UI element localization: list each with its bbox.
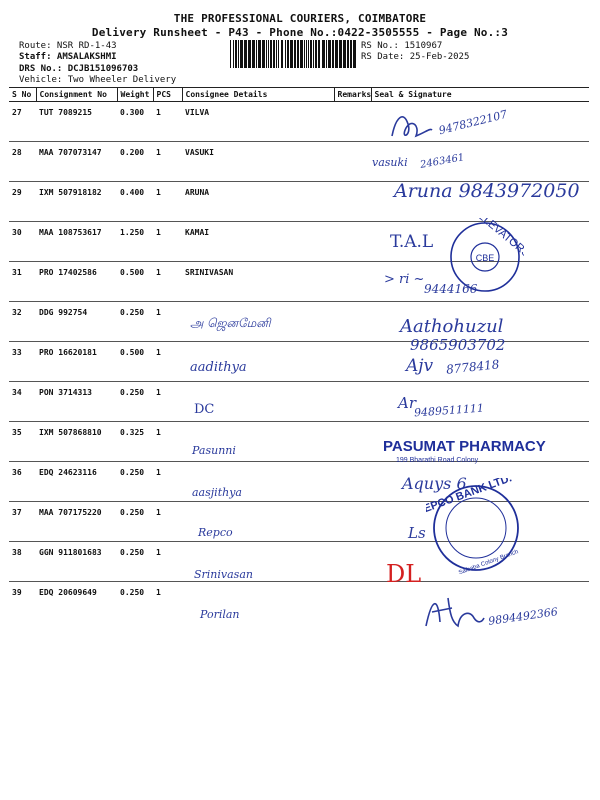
cell-weight: 0.250	[117, 502, 153, 542]
cell-sno: 27	[9, 102, 36, 142]
barcode-bar	[252, 40, 255, 68]
cell-consignment: PON 3714313	[36, 382, 117, 422]
cell-weight: 0.500	[117, 262, 153, 302]
table-row	[9, 382, 589, 422]
barcode-bar	[326, 40, 327, 68]
cell-weight: 0.250	[120, 588, 145, 597]
company-title: THE PROFESSIONAL COURIERS, COIMBATORE	[173, 12, 427, 25]
rs-date: RS Date: 25-Feb-2025	[361, 52, 470, 62]
cell-pcs: 1	[153, 462, 182, 502]
handwritten-consignee-34: DC	[194, 402, 215, 417]
cell-pcs: 1	[153, 142, 182, 182]
handwritten-consignee-38: Srinivasan	[194, 568, 253, 581]
cell-consignment: MAA 707073147	[36, 142, 117, 182]
handwritten-signature-32: Aathohuzul	[400, 316, 504, 337]
barcode-bar	[235, 40, 237, 68]
cell-consignee: KAMAI	[182, 222, 334, 262]
drs-number: DRS No.: DCJB151096703	[19, 64, 139, 74]
cell-weight: 0.250	[117, 542, 153, 582]
cell-consignee: VILVA	[182, 102, 334, 142]
barcode-bar	[339, 40, 342, 68]
cell-consignment: MAA 707175220	[36, 502, 117, 542]
barcode-bar	[287, 40, 289, 68]
col-seal-signature: Seal & Signature	[371, 88, 589, 102]
handwritten-name-28: vasuki	[372, 156, 408, 169]
cell-remarks	[334, 182, 371, 222]
handwritten-consignee-32: அ ஜெனமேனி	[190, 316, 271, 330]
cell-remarks	[334, 462, 371, 502]
cell-pcs: 1	[153, 502, 182, 542]
cell-pcs: 1	[153, 262, 182, 302]
col-consignment: Consignment No	[36, 88, 117, 102]
barcode-bar	[290, 40, 293, 68]
cell-sno: 38	[9, 542, 36, 582]
vehicle-info: Vehicle: Two Wheeler Delivery	[19, 75, 177, 85]
barcode-bar	[256, 40, 257, 68]
cell-pcs: 1	[153, 182, 182, 222]
cell-remarks	[334, 542, 371, 582]
cell-consignment: TUT 7089215	[36, 102, 117, 142]
barcode-bar	[285, 40, 286, 68]
barcode-bar	[281, 40, 283, 68]
barcode-bar	[313, 40, 314, 68]
handwritten-phone-31: 9444166	[424, 282, 478, 296]
cell-consignment: EDQ 24623116	[36, 462, 117, 502]
barcode-bar	[318, 40, 320, 68]
signature-row-39	[418, 592, 488, 638]
barcode-bar	[310, 40, 312, 68]
barcode-bar	[238, 40, 239, 68]
cell-pcs: 1	[156, 588, 161, 597]
cell-consignment: IXM 507918182	[36, 182, 117, 222]
cell-sno: 33	[9, 342, 36, 382]
cell-sno: 35	[9, 422, 36, 462]
cell-consignment: IXM 507868810	[36, 422, 117, 462]
barcode-bar	[294, 40, 296, 68]
handwritten-phone-39: 9894492366	[487, 605, 559, 628]
barcode-bar	[300, 40, 303, 68]
cell-sno: 34	[9, 382, 36, 422]
cell-pcs: 1	[153, 422, 182, 462]
cell-pcs: 1	[153, 302, 182, 342]
cell-consignee: VASUKI	[182, 142, 334, 182]
handwritten-consignee-37: Repco	[198, 526, 233, 539]
cell-consignment: PRO 16620181	[36, 342, 117, 382]
handwritten-consignee-33: aadithya	[190, 360, 247, 375]
barcode-bar	[276, 40, 277, 68]
cell-weight: 0.400	[117, 182, 153, 222]
cell-pcs: 1	[153, 102, 182, 142]
cell-weight: 0.250	[117, 382, 153, 422]
table-header-row	[9, 88, 589, 102]
barcode-bar	[350, 40, 352, 68]
cell-sno: 39	[12, 588, 22, 597]
cell-weight: 0.200	[117, 142, 153, 182]
cell-remarks	[334, 302, 371, 342]
col-weight: Weight	[117, 88, 153, 102]
barcode-bar	[258, 40, 261, 68]
barcode-bar	[266, 40, 267, 68]
cell-pcs: 1	[153, 542, 182, 582]
barcode-image	[230, 40, 356, 68]
cell-consignment: DDG 992754	[36, 302, 117, 342]
col-consignee: Consignee Details	[182, 88, 334, 102]
handwritten-consignee-39: Porilan	[200, 608, 240, 621]
cell-consignment: MAA 108753617	[36, 222, 117, 262]
barcode-bar	[335, 40, 338, 68]
cell-remarks	[334, 582, 371, 622]
barcode-bar	[343, 40, 346, 68]
cell-remarks	[334, 422, 371, 462]
cell-weight: 0.500	[117, 342, 153, 382]
handwritten-signature-37: Ls	[408, 524, 426, 542]
barcode-bar	[233, 40, 234, 68]
handwritten-consignee-36: aasjithya	[192, 486, 242, 499]
handwritten-signature-29: Aruna 9843972050	[394, 180, 580, 202]
table-row	[9, 142, 589, 182]
handwritten-phone-27: 9478322107	[437, 107, 509, 138]
cell-sno: 28	[9, 142, 36, 182]
pharmacy-stamp: PASUMAT PHARMACY	[383, 438, 546, 455]
handwritten-phone-32: 9865903702	[410, 336, 506, 354]
barcode-bar	[315, 40, 317, 68]
cell-pcs: 1	[153, 382, 182, 422]
bank-stamp-branch: Saibaba Colony Branch	[458, 549, 520, 577]
cell-sno: 29	[9, 182, 36, 222]
bank-stamp	[426, 478, 526, 582]
barcode-bar	[322, 40, 325, 68]
handwritten-phone-33: 8778418	[445, 357, 501, 377]
barcode-bar	[240, 40, 243, 68]
handwritten-consignee-35: Pasunni	[192, 444, 236, 457]
barcode-bar	[262, 40, 265, 68]
barcode-bar	[304, 40, 305, 68]
col-remarks: Remarks	[334, 88, 371, 102]
cell-sno: 37	[9, 502, 36, 542]
cell-sno: 30	[9, 222, 36, 262]
col-pcs: PCS	[153, 88, 182, 102]
barcode-bar	[347, 40, 349, 68]
cell-weight: 0.250	[117, 462, 153, 502]
barcode-bar	[268, 40, 269, 68]
cell-remarks	[334, 142, 371, 182]
cell-consignee: SRINIVASAN	[182, 262, 334, 302]
handwritten-phone-28: 2463461	[419, 152, 466, 171]
signature-row-27	[386, 106, 436, 150]
bank-stamp-text: REPCO BANK LTD.	[426, 478, 514, 518]
runsheet-subtitle: Delivery Runsheet - P43 - Phone No.:0422-3505555 - Page No.:3	[91, 26, 509, 39]
cell-remarks	[334, 262, 371, 302]
cell-pcs: 1	[153, 222, 182, 262]
rs-number: RS No.: 1510967	[361, 41, 443, 51]
barcode-bar	[353, 40, 356, 68]
cell-sno: 31	[9, 262, 36, 302]
handwritten-signature-33: Ajv	[406, 356, 434, 376]
cell-weight: 0.300	[117, 102, 153, 142]
cell-consignee: ARUNA	[182, 182, 334, 222]
cell-remarks	[334, 382, 371, 422]
barcode-bar	[273, 40, 275, 68]
barcode-bar	[278, 40, 279, 68]
handwritten-dl-38: DL	[386, 560, 422, 588]
barcode-bar	[297, 40, 299, 68]
handwritten-mark-31: > ri ~	[384, 272, 425, 287]
elevators-stamp-text: ELEVATORS	[475, 218, 524, 261]
cell-consignment: PRO 17402586	[36, 262, 117, 302]
barcode-bar	[332, 40, 334, 68]
barcode-bar	[308, 40, 309, 68]
cell-consignment: EDQ 20609649	[39, 588, 97, 597]
barcode-bar	[328, 40, 331, 68]
cell-remarks	[334, 222, 371, 262]
cell-remarks	[334, 342, 371, 382]
cell-weight: 0.325	[117, 422, 153, 462]
handwritten-phone-34: 9489511111	[413, 401, 485, 420]
route-info: Route: NSR RD-1-43	[19, 41, 117, 51]
barcode-bar	[270, 40, 272, 68]
cell-consignment: GGN 911801683	[36, 542, 117, 582]
cell-remarks	[334, 502, 371, 542]
cell-remarks	[334, 102, 371, 142]
cell-sno: 36	[9, 462, 36, 502]
barcode-bar	[230, 40, 231, 68]
handwritten-signature-36: Aquys 6	[402, 474, 467, 493]
staff-info: Staff: AMSALAKSHMI	[19, 52, 117, 62]
barcode-bar	[248, 40, 251, 68]
cell-weight: 1.250	[117, 222, 153, 262]
barcode-bar	[306, 40, 307, 68]
handwritten-signature-34: Ar	[398, 394, 417, 412]
cell-weight: 0.250	[117, 302, 153, 342]
barcode-bar	[244, 40, 247, 68]
stamp-tal: T.A.L	[390, 232, 434, 252]
col-sno: S No	[9, 88, 36, 102]
pharmacy-stamp-sub: 199 Bharathi Road Colony	[396, 457, 479, 464]
elevators-stamp-city: CBE	[475, 253, 495, 263]
cell-pcs: 1	[153, 342, 182, 382]
cell-sno: 32	[9, 302, 36, 342]
